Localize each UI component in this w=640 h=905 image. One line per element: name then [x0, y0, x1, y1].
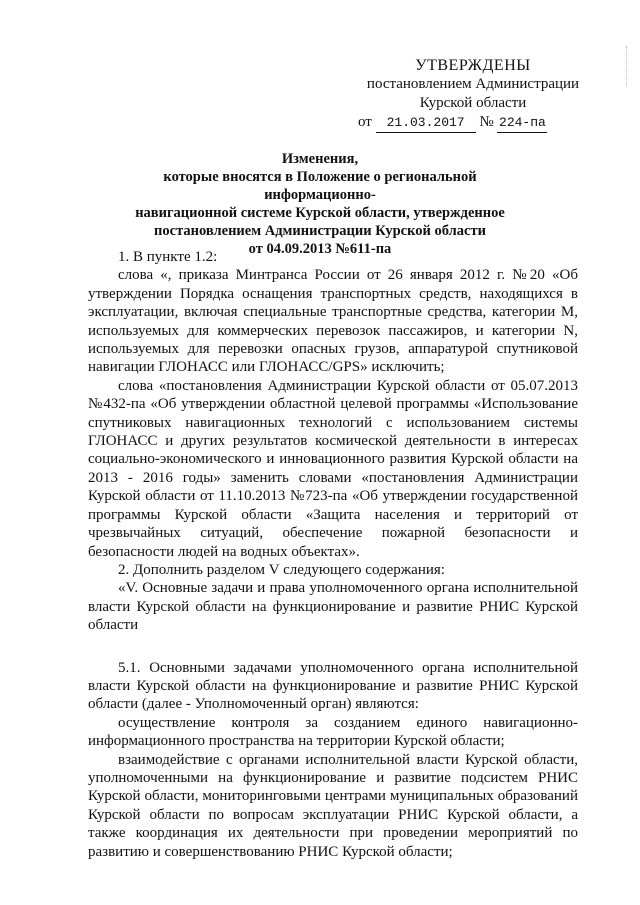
approval-title: УТВЕРЖДЕНЫ [415, 57, 531, 74]
approval-number: 224-па [497, 113, 547, 133]
heading-line-3: навигационной системе Курской области, утвержденное [135, 205, 505, 221]
paragraph-words-2: слова «постановления Администрации Курской области от 05.07.2013 №432-па «Об утверждении областной целевой программы «Использование спутниковых навигационных технологий с использованием системы ГЛОНАСС и других результатов космической деятельности в интересах социально-экономического и инновационного развития Курской области на 2013 - 2016 годы» заменить словами «постановления Администрации Курской области от 11.10.2013 №723-па «Об утверждении государственной программы Курской области «Защита населения и территорий от чрезвычайных ситуаций, обеспечение пожарной безопасности и безопасности людей на водных объектах». [88, 377, 578, 560]
paragraph-words-1: слова «, приказа Минтранса России от 26 января 2012 г. №20 «Об утверждении Порядка оснащения транспортных средств, находящихся в эксплуатации, включая специальные транспортные средства, категории М, используемых для коммерческих перевозок пассажиров, и категории N, используемых для перевозки опасных грузов, аппаратурой спутниковой навигации ГЛОНАСС или ГЛОНАСС/GPS» исключить; [88, 267, 578, 376]
from-label: от [358, 114, 372, 130]
heading-line-5: от 04.09.2013 №611-па [248, 241, 392, 257]
paragraph-task-2: взаимодействие с органами исполнительной власти Курской области, уполномоченными на функционирование и развитие подсистем РНИС Курской области, мониторинговыми центрами муниципальных образований Курской области по вопросам эксплуатации РНИС Курской области, а также координация их деятельности при проведении мероприятий по развитию и совершенствованию РНИС Курской области; [88, 751, 578, 860]
approval-stamp [348, 56, 598, 133]
heading-line-2: которые вносятся в Положение о региональной информационно- [163, 169, 477, 203]
approval-date-line [348, 113, 598, 133]
document-body [88, 248, 578, 861]
paragraph-item-1: 1. В пункте 1.2: [118, 249, 218, 265]
margin-mark [626, 46, 635, 86]
paragraph-5-1: 5.1. Основными задачами уполномоченного органа исполнительной власти Курской области на функционирование и развитие РНИС Курской области (далее - Уполномоченный орган) являются: [88, 659, 578, 713]
approval-date: 21.03.2017 [376, 113, 476, 133]
document-heading [120, 150, 520, 258]
paragraph-task-1: осуществление контроля за созданием единого навигационно-информационного пространства на территории Курской области; [88, 714, 578, 750]
heading-line-1: Изменения, [281, 151, 359, 167]
spacer [88, 635, 578, 659]
section-v-title: «V. Основные задачи и права уполномоченного органа исполнительной власти Курской области на функционирование и развитие РНИС Курской области [88, 580, 578, 634]
heading-line-4: постановлением Администрации Курской области [154, 223, 486, 239]
number-label: № [479, 114, 494, 130]
paragraph-item-2: 2. Дополнить разделом V следующего содержания: [118, 561, 445, 578]
approval-line-2: Курской области [419, 95, 527, 111]
approval-line-1: постановлением Администрации [366, 76, 580, 92]
